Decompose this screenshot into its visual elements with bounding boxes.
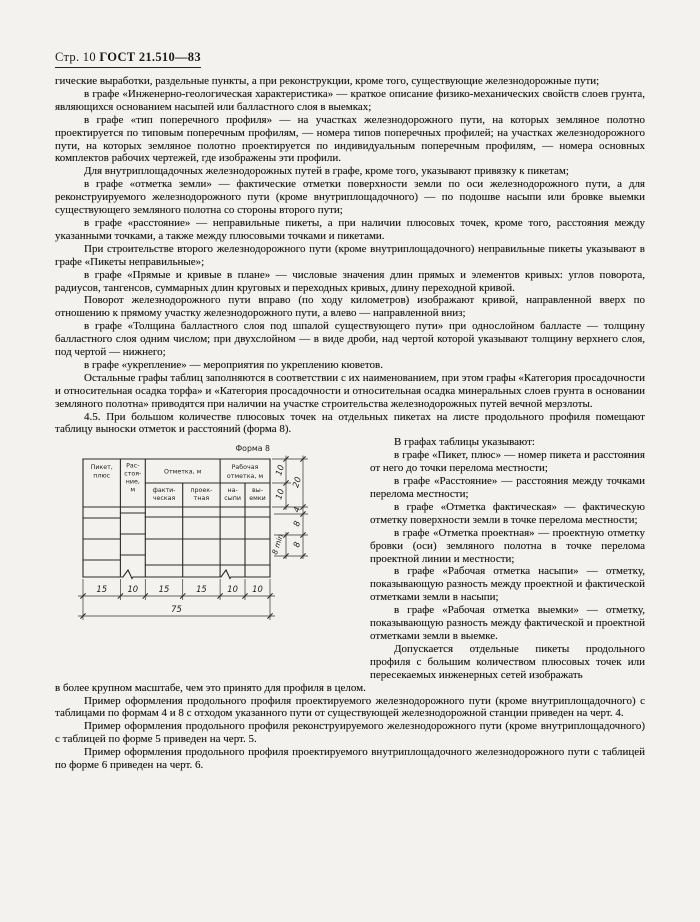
paragraph: в графе «Расстояние» — расстояния между точками перелома местности; — [370, 475, 645, 500]
group-header: Отметка, м — [164, 468, 202, 476]
col-header: ние, — [125, 478, 140, 486]
dim-width: 10 — [127, 584, 139, 595]
paragraph: гические выработки, раздельные пункты, а при реконструкции, кроме того, существующие железнодорожные пути; — [55, 75, 600, 87]
paragraph: Для внутриплощадочных железнодорожных путей в графе, кроме того, указывают привязку к пикетам; — [84, 165, 569, 178]
col-header: тная — [193, 495, 210, 503]
page-number-label: Стр. 10 — [55, 50, 96, 64]
col-header: Рас- — [126, 462, 140, 470]
dim-width: 10 — [227, 584, 238, 595]
col-header: плюс — [93, 472, 111, 480]
group-header: Рабочая — [231, 464, 259, 472]
right-text-column — [370, 436, 645, 681]
paragraph: в более крупном масштабе, чем это принято для профиля в целом. — [55, 681, 366, 694]
paragraph: Пример оформления продольного профиля проектируемого железнодорожного пути (кроме внутриплощадочного) с таблицами по формам 4 и 8 с отходом указанного пути от существующей железнодорожной станции приведен на черт. 4. — [55, 694, 645, 720]
group-header: отметка, м — [226, 473, 264, 481]
dim-width: 10 — [252, 584, 263, 595]
form-8-figure — [55, 436, 370, 624]
paragraph: в графе «Инженерно-геологическая характеристика» — краткое описание физико-механических свойств слоев грунта, являющихся основанием насыпей или балластного слоя в выемках; — [55, 87, 645, 113]
dim-height-min: 8 min — [270, 533, 286, 556]
paragraph: в графе «укрепление» — мероприятия по укреплению кюветов. — [84, 358, 383, 371]
paragraph-4-5: 4.5. При большом количестве плюсовых точек на отдельных пикетах на листе продольного профиля помещают таблицу выноски отметок и расстояний (форма 8). — [55, 410, 645, 436]
col-header: сыпи — [224, 495, 241, 503]
dim-height: 10 — [273, 487, 287, 502]
paragraph: Допускается отдельные пикеты продольного профиля с большим количеством плюсовых точек или пересекаемых инженерных сетей изображать — [370, 642, 645, 681]
paragraph: При строительстве второго железнодорожного пути (кроме внутриплощадочного) неправильные пикеты указывают в графе «Пикеты неправильные»; — [55, 242, 645, 268]
main-text — [55, 75, 645, 772]
dim-height: 8 — [291, 540, 303, 550]
paragraph: в графе «Отметка проектная» — проектную отметку бровки (оси) земляного полотна в точке перелома проектной линии и местности; — [370, 526, 645, 565]
col-header: Пикет, — [90, 464, 113, 472]
page-header — [55, 50, 201, 68]
dim-height: 4 — [291, 505, 303, 515]
col-header: м — [130, 486, 136, 494]
col-header: вы- — [252, 487, 263, 495]
gost-number: ГОСТ 21.510—83 — [99, 50, 201, 64]
dim-width: 15 — [196, 584, 207, 595]
paragraph: В графах таблицы указывают: — [394, 436, 535, 449]
form-caption: Форма 8 — [235, 444, 270, 454]
paragraph: в графе «отметка земли» — фактические отметки поверхности земли по оси железнодорожного пути, а для реконструируемого железнодорожного пути (кроме внутриплощадочного) — по подошве насыпи или бровке выемки существующего земляного полотна со стороны второго пути; — [55, 178, 645, 217]
break-squiggle-line — [83, 570, 270, 579]
dim-height: 8 — [291, 519, 303, 529]
paragraph: в графе «Прямые и кривые в плане» — числовые значения длин прямых и элементов кривых: углов поворота, радиусов, тангенсов, суммарных длин круговых и переходных кривых, длину переходной кривой. — [55, 268, 645, 294]
dim-total-width: 75 — [171, 604, 182, 615]
col-header: проек- — [190, 487, 213, 495]
form-column-headers — [91, 463, 266, 503]
paragraph: в графе «Пикет, плюс» — номер пикета и расстояния от него до точки перелома местности; — [370, 449, 645, 475]
paragraph: Пример оформления продольного профиля проектируемого внутриплощадочного железнодорожного пути с таблицей по форме 6 приведен на черт. 6. — [55, 746, 645, 772]
col-header: ческая — [152, 495, 176, 503]
dim-width: 15 — [158, 584, 170, 595]
col-header: стоя- — [124, 470, 142, 478]
form-8-drawing — [75, 439, 320, 624]
dim-height: 10 — [273, 463, 287, 478]
paragraph: Поворот железнодорожного пути вправо (по ходу километров) изображают кривой, направленной вверх по отношению к прямому участку железнодорожного пути, а влево — направленной вниз; — [55, 294, 645, 320]
paragraph: в графе «Толщина балластного слоя под шпалой существующего пути» при однослойном балласте — толщину балластного слоя одним числом; при двухслойном — в виде дроби, над чертой которой указывают толщину верхнего слоя, под чертой — нижнего; — [55, 320, 645, 359]
paragraph: в графе «расстояние» — неправильные пикеты, а при наличии плюсовых точек, кроме того, расстояния между указанными точками, а также между плюсовыми точками и пикетами. — [55, 216, 645, 242]
paragraph: Остальные графы таблиц заполняются в соответствии с их наименованием, при этом графы «Категория просадочности и относительная осадка торфа» и «Категория просадочности и относительная осадка минеральных слоев грунта в основании земляного полотна» приводятся при наличии на участке строительства железнодорожных путей вечной мерзлоты. — [55, 371, 645, 410]
paragraph: в графе «Рабочая отметка насыпи» — отметку, показывающую разность между проектной и фактической отметками земли в насыпи; — [370, 565, 645, 604]
col-header: на- — [227, 487, 238, 495]
paragraph: в графе «Отметка фактическая» — фактическую отметку поверхности земли в точке перелома местности; — [370, 500, 645, 526]
paragraph: в графе «Рабочая отметка выемки» — отметку, показывающую разность между фактической и проектной отметками земли в выемке. — [370, 604, 645, 642]
col-header: емки — [249, 495, 266, 503]
paragraph: Пример оформления продольного профиля реконструируемого железнодорожного пути (кроме внутриплощадочного) с таблицей по форме 5 приведен на черт. 5. — [55, 720, 645, 746]
dim-width: 15 — [96, 584, 108, 595]
figure-section — [55, 436, 645, 681]
dim-height: 20 — [290, 475, 304, 490]
dimension-ticks — [80, 457, 305, 619]
paragraph: в графе «тип поперечного профиля» — на участках железнодорожного пути, на которых земляное полотно проектируется по типовым поперечным профилям, — номера типов поперечных профилей; на участках железнодорожного пути, на которых земляное полотно проектируется по индивидуальным поперечным профилям, — номера основных комплектов рабочих чертежей, где изображены эти профили. — [55, 113, 645, 165]
dimension-lines — [78, 456, 308, 621]
col-header: факти- — [152, 487, 176, 495]
